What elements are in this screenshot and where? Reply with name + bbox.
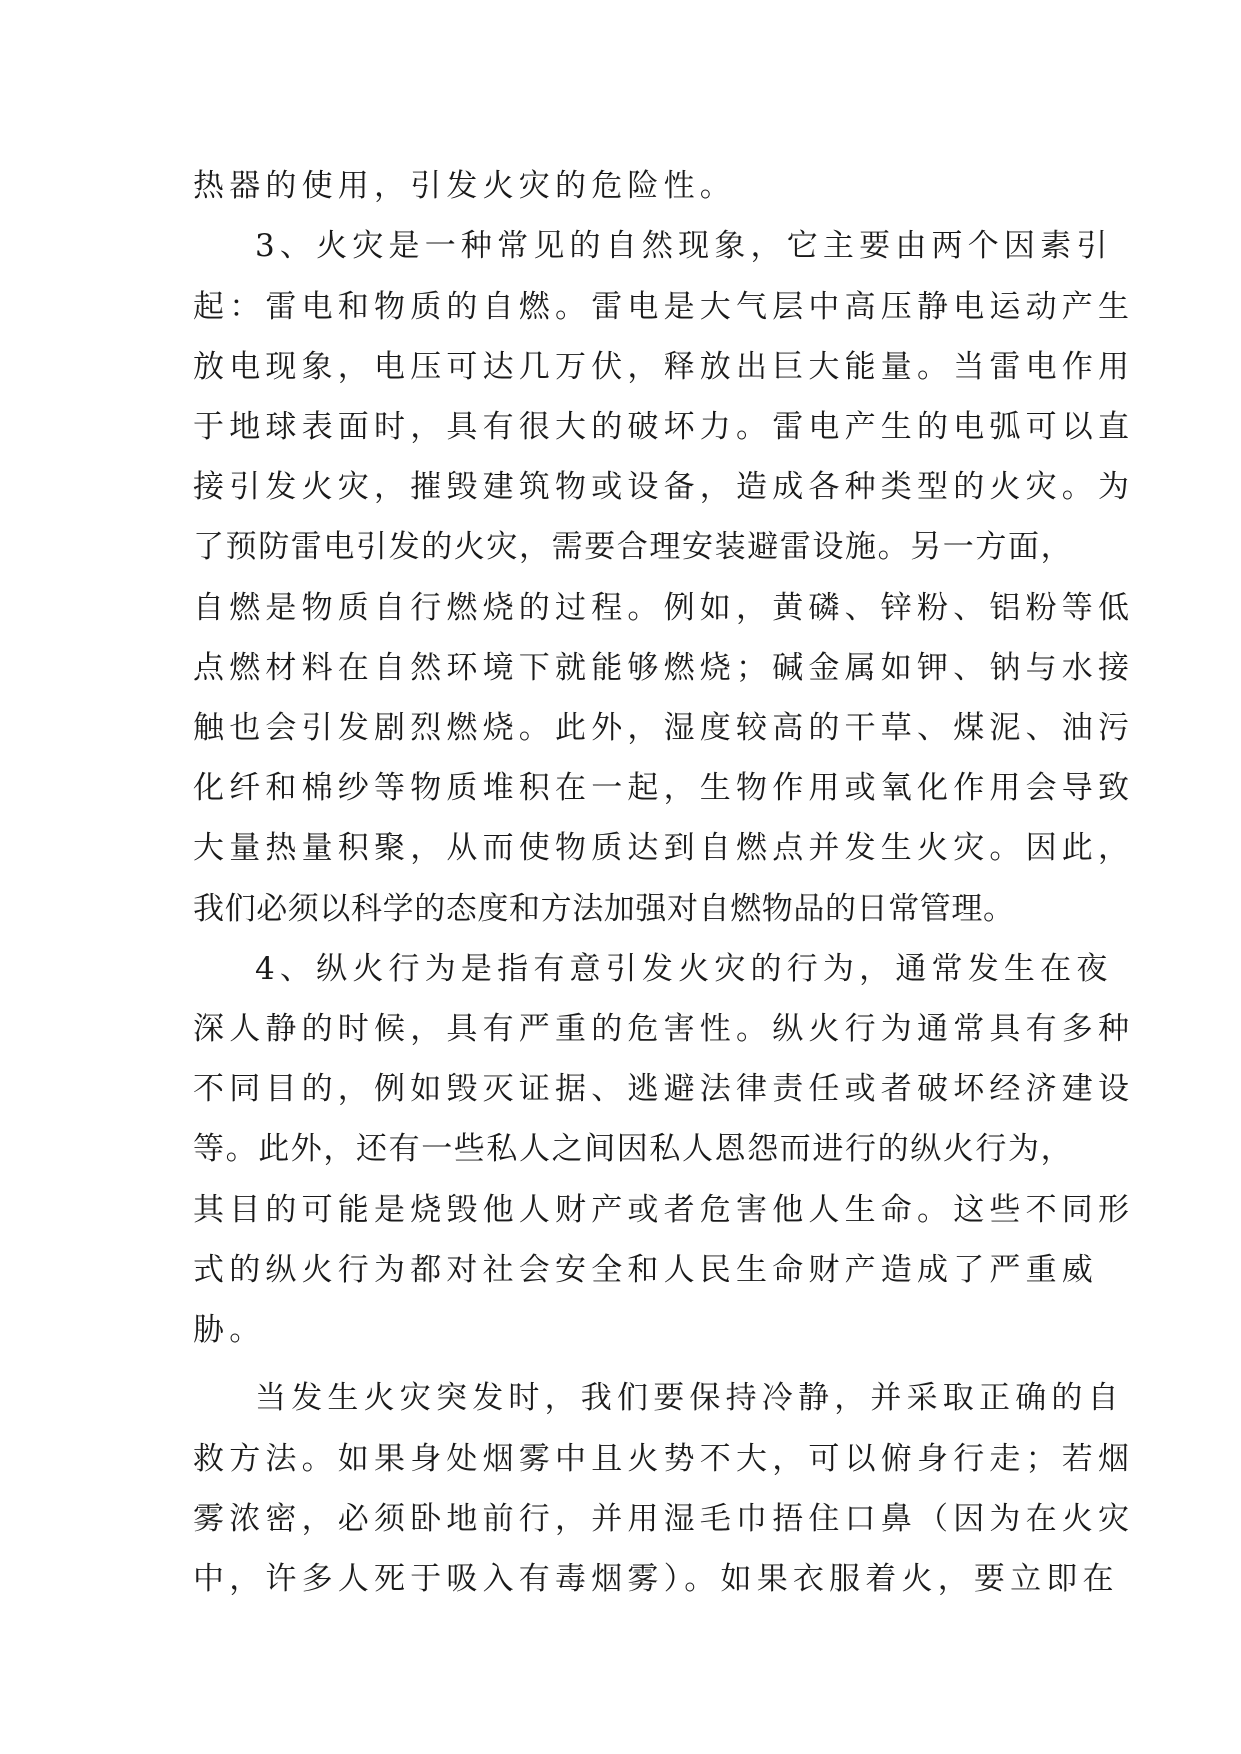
text-line: 中，许多人死于吸入有毒烟雾）。如果衣服着火，要立即在 <box>193 1561 1119 1597</box>
text-line: 救方法。如果身处烟雾中且火势不大，可以俯身行走；若烟 <box>193 1441 1135 1477</box>
text-line: 当发生火灾突发时，我们要保持冷静，并采取正确的自 <box>255 1380 1124 1416</box>
text-line: 触也会引发剧烈燃烧。此外，湿度较高的干草、煤泥、油污 <box>193 710 1135 746</box>
text-line: 雾浓密，必须卧地前行，并用湿毛巾捂住口鼻（因为在火灾 <box>193 1501 1135 1537</box>
text-line: 接引发火灾，摧毁建筑物或设备，造成各种类型的火灾。为 <box>193 469 1135 505</box>
text-line: 胁。 <box>193 1312 266 1348</box>
text-line: 4、纵火行为是指有意引发火灾的行为，通常发生在夜 <box>255 951 1113 987</box>
text-line: 于地球表面时，具有很大的破坏力。雷电产生的电弧可以直 <box>193 409 1135 445</box>
text-line: 放电现象，电压可达几万伏，释放出巨大能量。当雷电作用 <box>193 349 1135 385</box>
text-line: 起：雷电和物质的自燃。雷电是大气层中高压静电运动产生 <box>193 289 1135 325</box>
text-line: 化纤和棉纱等物质堆积在一起，生物作用或氧化作用会导致 <box>193 770 1135 806</box>
text-line: 热器的使用，引发火灾的危险性。 <box>193 168 736 204</box>
text-line: 式的纵火行为都对社会安全和人民生命财产造成了严重威 <box>193 1252 1098 1288</box>
text-line: 我们必须以科学的态度和方法加强对自燃物品的日常管理。 <box>193 891 1015 927</box>
text-line: 深人静的时候，具有严重的危害性。纵火行为通常具有多种 <box>193 1011 1135 1047</box>
text-line: 不同目的，例如毁灭证据、逃避法律责任或者破坏经济建设 <box>193 1071 1135 1107</box>
text-line: 大量热量积聚，从而使物质达到自燃点并发生火灾。因此， <box>193 830 1135 866</box>
text-line: 等。此外，还有一些私人之间因私人恩怨而进行的纵火行为， <box>193 1131 1074 1167</box>
text-line: 自燃是物质自行燃烧的过程。例如，黄磷、锌粉、铝粉等低 <box>193 590 1135 626</box>
text-line: 了预防雷电引发的火灾，需要合理安装避雷设施。另一方面， <box>193 529 1074 565</box>
text-line: 其目的可能是烧毁他人财产或者危害他人生命。这些不同形 <box>193 1192 1135 1228</box>
text-line: 3、火灾是一种常见的自然现象，它主要由两个因素引 <box>255 228 1113 264</box>
text-line: 点燃材料在自然环境下就能够燃烧；碱金属如钾、钠与水接 <box>193 650 1135 686</box>
